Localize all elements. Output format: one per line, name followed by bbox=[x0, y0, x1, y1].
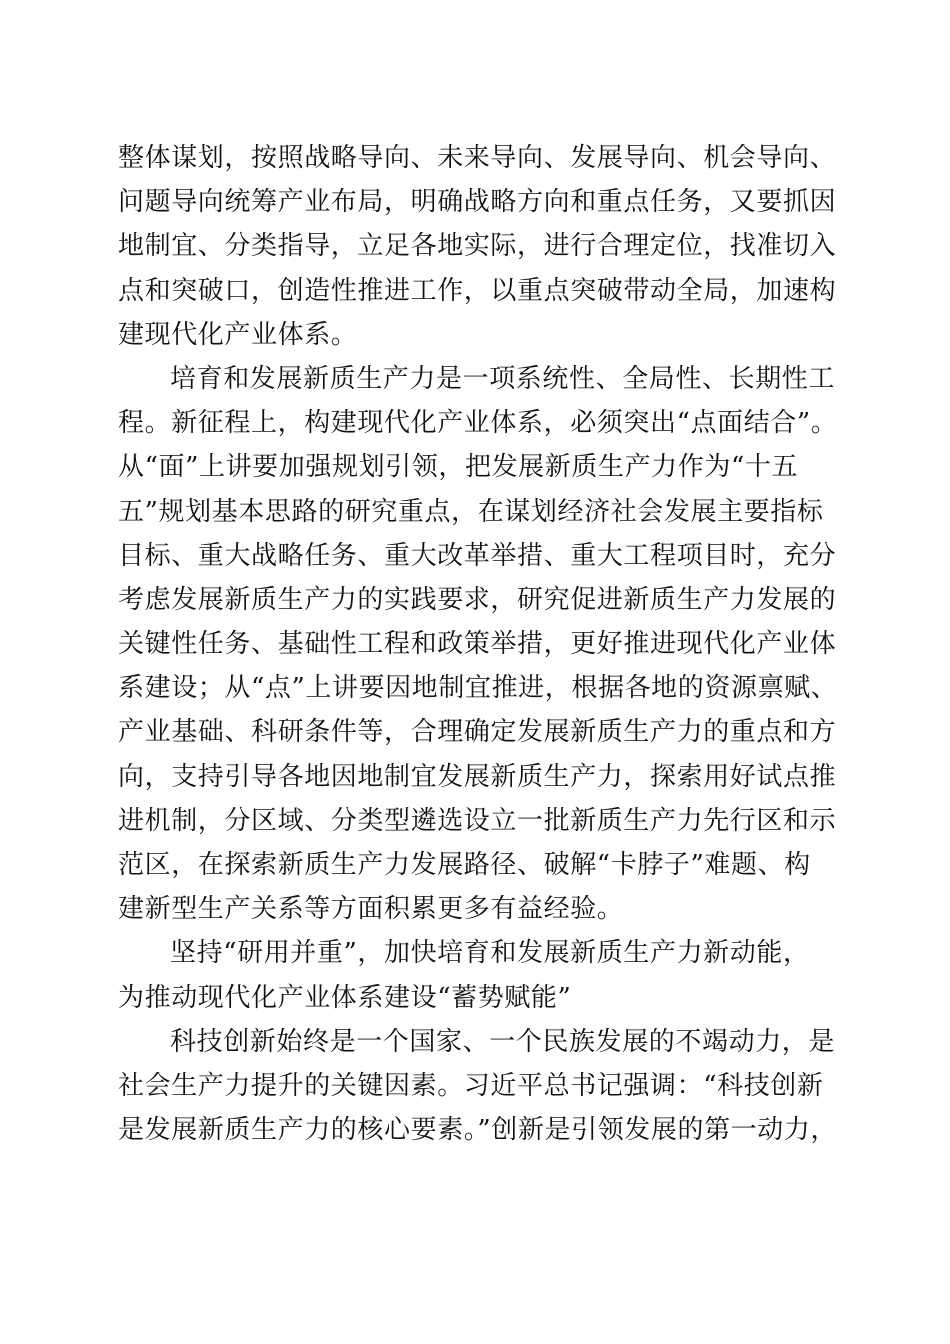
text-line: 问题导向统筹产业布局，明确战略方向和重点任务，又要抓因 bbox=[118, 187, 837, 218]
text-line: 点和突破口，创造性推进工作，以重点突破带动全局，加速构 bbox=[118, 275, 837, 306]
text-line: 社会生产力提升的关键因素。习近平总书记强调：“科技创新 bbox=[118, 1070, 824, 1101]
text-line: 五”规划基本思路的研究重点，在谋划经济社会发展主要指标 bbox=[118, 496, 824, 527]
text-line: 产业基础、科研条件等，合理确定发展新质生产力的重点和方 bbox=[118, 717, 837, 748]
text-line: 地制宜、分类指导，立足各地实际，进行合理定位，找准切入 bbox=[118, 231, 837, 262]
text-line: 目标、重大战略任务、重大改革举措、重大工程项目时，充分 bbox=[118, 540, 837, 571]
text-line: 是发展新质生产力的核心要素。”创新是引领发展的第一动力， bbox=[118, 1115, 838, 1146]
text-line: 建现代化产业体系。 bbox=[118, 319, 358, 350]
text-line: 进机制，分区域、分类型遴选设立一批新质生产力先行区和示 bbox=[118, 805, 837, 836]
text-line: 考虑发展新质生产力的实践要求，研究促进新质生产力发展的 bbox=[118, 584, 837, 615]
text-line: 关键性任务、基础性工程和政策举措，更好推进现代化产业体 bbox=[118, 629, 837, 660]
text-line: 系建设；从“点”上讲要因地制宜推进，根据各地的资源禀赋、 bbox=[118, 673, 838, 704]
paragraph-start-line: 培育和发展新质生产力是一项系统性、全局性、长期性工 bbox=[170, 363, 836, 394]
text-line: 向，支持引导各地因地制宜发展新质生产力，探索用好试点推 bbox=[118, 761, 837, 792]
paragraph-start-line: 科技创新始终是一个国家、一个民族发展的不竭动力，是 bbox=[170, 1026, 836, 1057]
section-heading-line: 为推动现代化产业体系建设“蓄势赋能” bbox=[118, 982, 572, 1013]
text-line: 程。新征程上，构建现代化产业体系，必须突出“点面结合”。 bbox=[118, 408, 838, 439]
text-line: 整体谋划，按照战略导向、未来导向、发展导向、机会导向、 bbox=[118, 143, 837, 173]
text-line: 范区，在探索新质生产力发展路径、破解“卡脖子”难题、构 bbox=[118, 850, 811, 880]
section-heading-line: 坚持“研用并重”，加快培育和发展新质生产力新动能， bbox=[170, 938, 810, 969]
body-text bbox=[118, 136, 838, 1152]
text-line: 从“面”上讲要加强规划引领，把发展新质生产力作为“十五 bbox=[118, 452, 799, 483]
text-line: 建新型生产关系等方面积累更多有益经验。 bbox=[118, 894, 624, 925]
